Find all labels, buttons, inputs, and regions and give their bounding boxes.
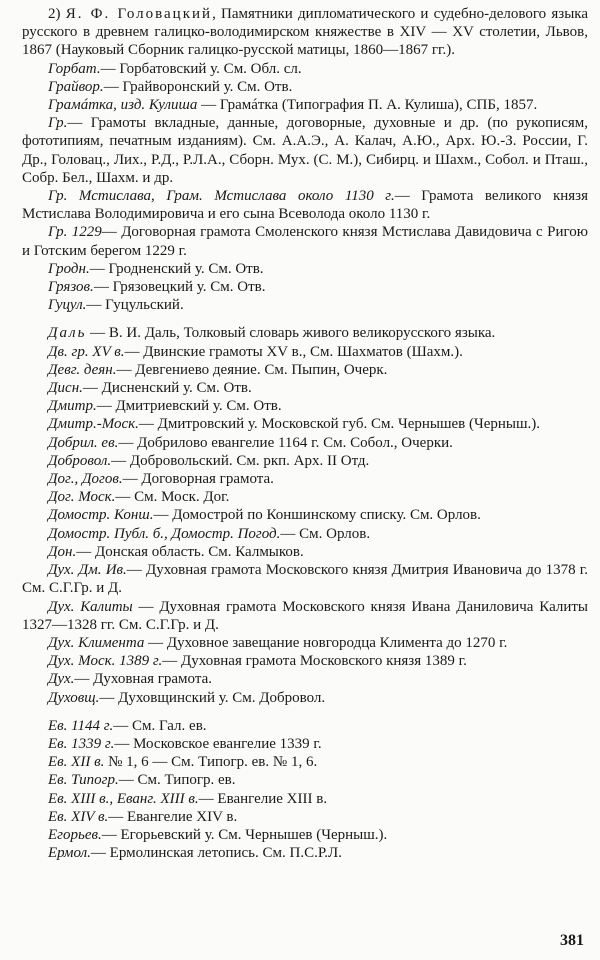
intro-text: , Памятники дипломатического и судебно-делового языка русского в древнем галицко-володимирском княжестве в XIV — XV столетии, Львов, 1867 (Науковый Сборник галицко-русской матицы, 1860—1867 гг.). — [22, 6, 588, 59]
entry-definition: — Дисненский у. См. Отв. — [82, 380, 252, 397]
entry-definition: — См. Гал. ев. — [113, 717, 207, 734]
entry-abbreviation: Дв. гр. XV в. — [48, 343, 125, 360]
entry — [22, 753, 588, 771]
entry-abbreviation: Домостр. Конш. — [48, 507, 154, 524]
entry — [22, 488, 588, 506]
entry-definition: — Договорная грамота. — [122, 471, 274, 488]
entry — [22, 506, 588, 524]
entry-abbreviation: Дух. Моск. 1389 г. — [48, 653, 163, 670]
entry-abbreviation: Ермол. — [48, 845, 91, 862]
entry-abbreviation: Дог. Моск. — [48, 489, 116, 506]
abbreviation-list — [22, 5, 588, 862]
entry-definition: — Грязовецкий у. См. Отв. — [93, 279, 266, 296]
entry-abbreviation: Дмитр.-Моск. — [48, 416, 139, 433]
entry — [22, 187, 588, 223]
entry — [22, 452, 588, 470]
entry-definition: — Донская область. См. Калмыков. — [76, 543, 304, 560]
entry-abbreviation: Духовщ. — [48, 689, 100, 706]
entry — [22, 278, 588, 296]
entry-definition: — В. И. Даль, Толковый словарь живого великорусского языка. — [86, 325, 496, 342]
entry-abbreviation: Горбат. — [48, 60, 101, 77]
page-number: 381 — [560, 932, 584, 949]
entry-abbreviation: Ев. 1144 г. — [48, 717, 114, 734]
entry-abbreviation: Дух. Калиты — [48, 598, 133, 615]
entry-abbreviation: Дисн. — [48, 380, 83, 397]
entry — [22, 96, 588, 114]
entry — [22, 598, 588, 634]
entry — [22, 652, 588, 670]
entry-definition: — Духовное завещание новгородца Климента до 1270 г. — [144, 634, 508, 651]
entry — [22, 844, 588, 862]
entry-abbreviation: Ев. XII в. — [48, 754, 105, 771]
entry-abbreviation: Гродн. — [48, 260, 90, 277]
entry — [22, 434, 588, 452]
entry-definition: — См. Моск. Дог. — [115, 489, 230, 506]
entry-definition: — Духовная грамота Московского князя 1389 г. — [162, 653, 467, 670]
entry — [22, 343, 588, 361]
entry-abbreviation: Домостр. Публ. б., Домостр. Погод. — [48, 525, 281, 542]
entry — [22, 324, 588, 342]
entry-definition: — Добровольский. См. ркп. Арх. II Отд. — [111, 452, 370, 469]
entry — [22, 379, 588, 397]
intro-entry — [22, 5, 588, 60]
entry-definition: — Духовная грамота Московского князя Ивана Даниловича Калиты 1327—1328 гг. См. С.Г.Гр. и Д. — [22, 598, 589, 633]
entry-abbreviation: Ев. Типогр. — [48, 772, 119, 789]
entry — [22, 790, 588, 808]
entry — [22, 114, 588, 187]
entry — [22, 670, 588, 688]
entry-definition: — Двинские грамоты XV в., См. Шахматов (Шахм.). — [124, 343, 463, 360]
intro-author: Я. Ф. Головацкий — [65, 6, 213, 22]
entry-abbreviation: Грязов. — [48, 279, 94, 296]
entry-definition: — Духовщинский у. См. Добровол. — [99, 689, 326, 706]
entry-abbreviation: Девг. деян. — [48, 361, 117, 378]
entry — [22, 361, 588, 379]
entry-abbreviation: Гр. — [48, 115, 68, 132]
entry — [22, 525, 588, 543]
entry-definition: — Ермолинская летопись. См. П.С.Р.Л. — [90, 845, 342, 862]
entry-definition: — Духовная грамота Московского князя Дмитрия Ивановича до 1378 г. См. С.Г.Гр. и Д. — [22, 562, 588, 597]
entry-abbreviation: Ев. 1339 г. — [48, 735, 115, 752]
entry-abbreviation: Дух. Климента — [48, 634, 145, 651]
entry-definition: — Домострой по Коншинскому списку. См. Орлов. — [153, 507, 481, 524]
entry-definition: № 1, 6 — См. Типогр. ев. № 1, 6. — [104, 754, 318, 771]
entry-abbreviation: Грамáтка, изд. Кулиша — [48, 97, 198, 114]
intro-number: 2) — [48, 6, 61, 22]
entry-definition: — Евангелие XIII в. — [198, 790, 328, 807]
entry-definition: — Егорьевский у. См. Чернышев (Черныш.). — [101, 826, 388, 843]
entry-definition: — Грайворонский у. См. Отв. — [103, 78, 293, 95]
entry — [22, 223, 588, 259]
entry — [22, 735, 588, 753]
entry-definition: — Горбатовский у. См. Обл. сл. — [100, 60, 302, 77]
entry-abbreviation: Дух. Дм. Ив. — [48, 562, 127, 579]
entry — [22, 771, 588, 789]
entry-definition: — Грамоты вкладные, данные, договорные, духовные и др. (по рукописям, фототипиям, печатным изданиям). См. А.А.Э., А. Калач, А.Ю., Арх. Ю.-З. России, Г. Др., Головац., Лих., Р.Д., Р.Л.А., Сборн. Мух. (С. М.), Сибирц. и Шахм., Собол. и Пташ., Собр. Бел., Шахм. и др. — [22, 115, 588, 186]
entry-abbreviation: Дмитр. — [48, 398, 97, 415]
entry-definition: — Евангелие XIV в. — [108, 808, 238, 825]
entry-abbreviation: Гр. 1229 — [48, 224, 102, 241]
entry-abbreviation: Гуцул. — [48, 297, 87, 314]
entry-abbreviation: Даль — [48, 325, 87, 342]
entry-abbreviation: Дог., Догов. — [48, 471, 123, 488]
entry-definition: — Договорная грамота Смоленского князя Мстислава Давидовича с Ригою и Готским берегом 1229 г. — [22, 224, 588, 259]
entry-abbreviation: Гр. Мстислава, Грам. Мстислава около 1130 г. — [48, 188, 395, 205]
entry-definition: — Гродненский у. См. Отв. — [89, 260, 264, 277]
entry — [22, 826, 588, 844]
entry-abbreviation: Ев. XIII в., Еванг. XIII в. — [48, 790, 199, 807]
entry-definition: — Добрилово евангелие 1164 г. См. Собол., Очерки. — [118, 434, 453, 451]
entry-abbreviation: Егорьев. — [48, 826, 102, 843]
entry — [22, 689, 588, 707]
entry-abbreviation: Дон. — [48, 543, 77, 560]
entry-definition: — Гуцульский. — [86, 297, 184, 314]
entry-definition: — Дмитровский у. Московской губ. См. Чернышев (Черныш.). — [138, 416, 541, 433]
entry — [22, 397, 588, 415]
entry — [22, 561, 588, 597]
entry — [22, 78, 588, 96]
entry-abbreviation: Ев. XIV в. — [48, 808, 109, 825]
entry-abbreviation: Грайвор. — [48, 78, 104, 95]
entry-definition: — См. Типогр. ев. — [118, 772, 236, 789]
entry-definition: — Дмитриевский у. См. Отв. — [96, 398, 282, 415]
entry-definition: — Духовная грамота. — [74, 671, 212, 688]
entry — [22, 415, 588, 433]
entry — [22, 808, 588, 826]
entry — [22, 543, 588, 561]
entry-abbreviation: Добровол. — [48, 452, 112, 469]
entry — [22, 470, 588, 488]
entry-definition: — Московское евангелие 1339 г. — [114, 735, 322, 752]
entry-definition: — Грамáтка (Типография П. А. Кулиша), СПБ, 1857. — [197, 97, 538, 114]
entry-abbreviation: Добрил. ев. — [48, 434, 119, 451]
entry-abbreviation: Дух. — [48, 671, 75, 688]
entry — [22, 717, 588, 735]
entry-definition: — Девгениево деяние. См. Пыпин, Очерк. — [116, 361, 388, 378]
entry — [22, 260, 588, 278]
entry — [22, 60, 588, 78]
entry — [22, 634, 588, 652]
entry-definition: — Грамота великого князя Мстислава Володимировича и его сына Всеволода около 1130 г. — [22, 188, 589, 223]
entry — [22, 296, 588, 314]
entry-definition: — См. Орлов. — [280, 525, 371, 542]
